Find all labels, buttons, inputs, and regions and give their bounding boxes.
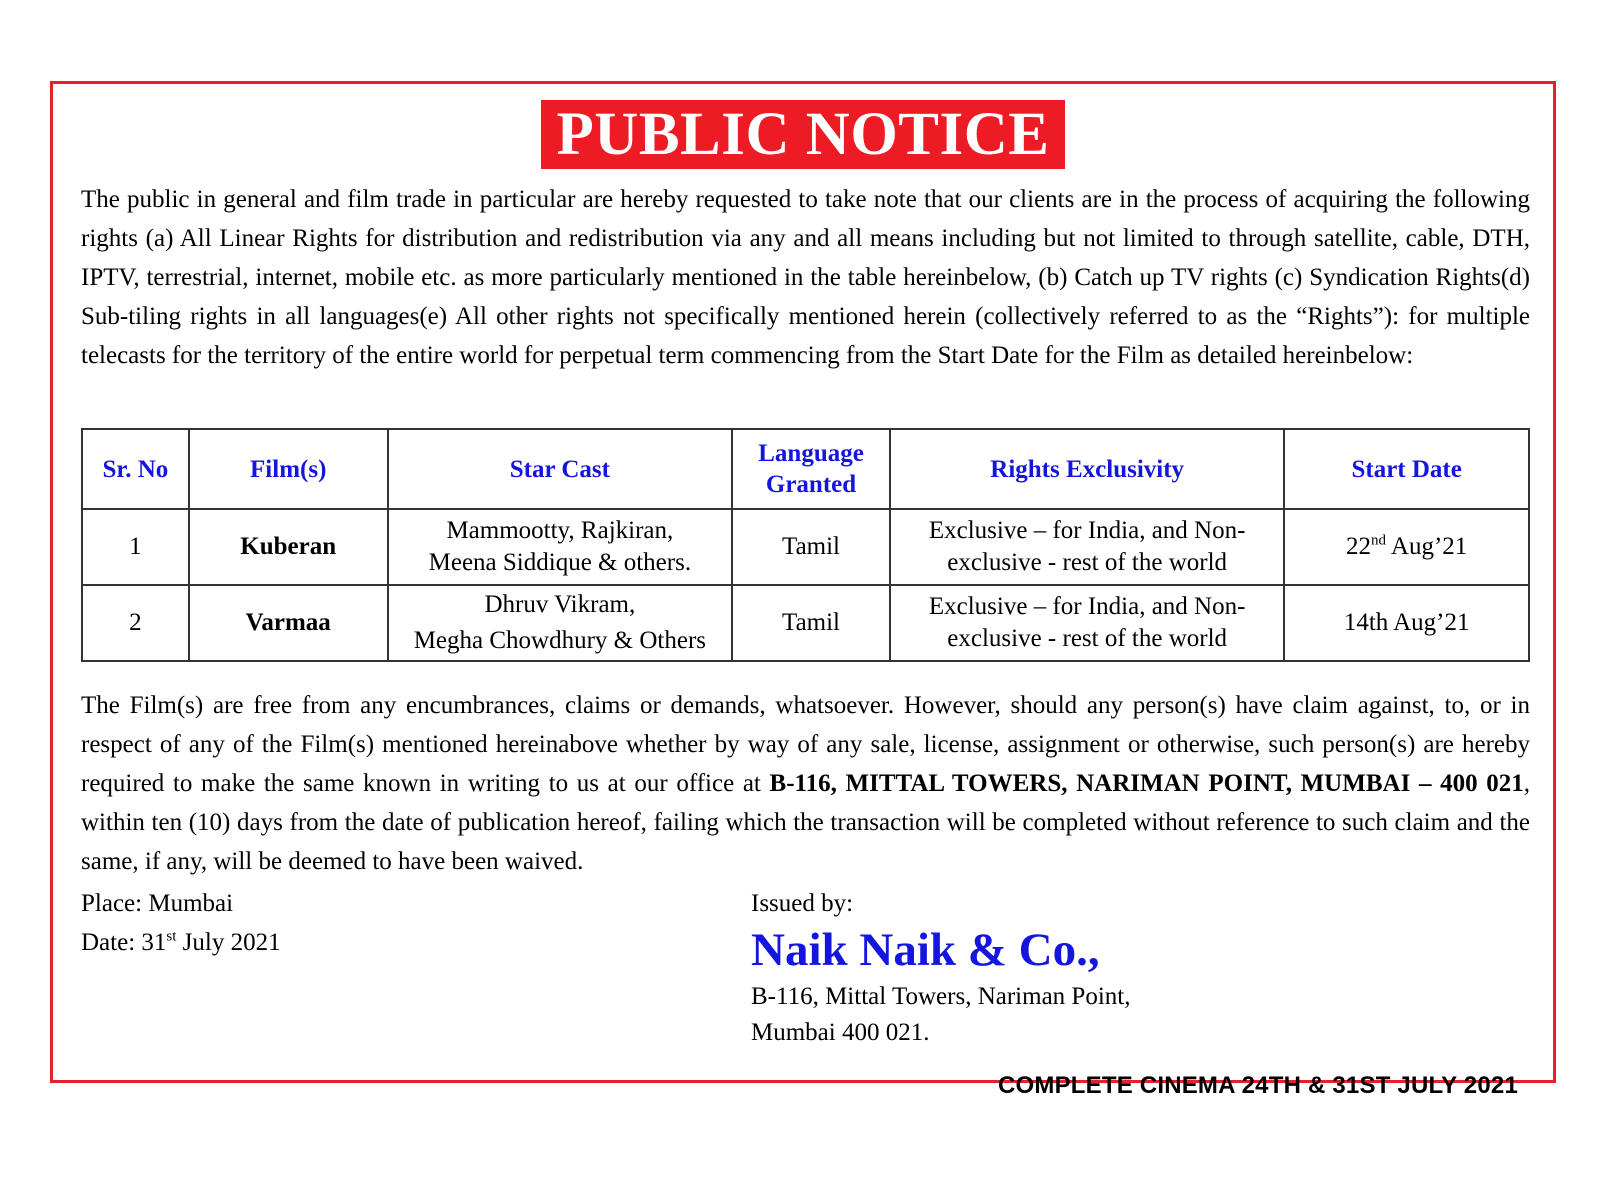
cast-line2: Meena Siddique & others. (428, 549, 692, 576)
claims-text-part2: , within ten (10) days from the date of publication hereof, failing which the transaction will be completed without reference to such claim and the same, if any, will be deemed to have been waived. (81, 770, 1530, 875)
date-day: 31 (141, 929, 167, 956)
cell-star-cast (388, 509, 732, 585)
date-day: 22 (1346, 533, 1372, 560)
excl-line2: exclusive - rest of the world (947, 549, 1228, 576)
header-exclusivity: Rights Exclusivity (890, 429, 1284, 509)
table-row (82, 509, 1529, 585)
cell-sr-no: 2 (82, 585, 189, 661)
issued-by-label: Issued by: (751, 890, 854, 917)
publication-footer: COMPLETE CINEMA 24TH & 31ST JULY 2021 (997, 1072, 1518, 1099)
claims-paragraph (81, 686, 1530, 881)
cell-exclusivity (890, 585, 1284, 661)
date-label: Date: (81, 929, 142, 956)
firm-address (751, 979, 1130, 1051)
firm-address-line2: Mumbai 400 021. (751, 1019, 930, 1046)
excl-line2: exclusive - rest of the world (947, 625, 1228, 652)
header-star-cast: Star Cast (388, 429, 732, 509)
date-line (81, 923, 281, 962)
cell-film: Varmaa (189, 585, 388, 661)
excl-line1: Exclusive – for India, and Non- (928, 517, 1246, 544)
office-address-bold: B-116, MITTAL TOWERS, NARIMAN POINT, MUMBAI – 400 021 (769, 770, 1524, 797)
header-language-line1: Language (758, 440, 864, 467)
cell-language: Tamil (732, 509, 890, 585)
header-start-date: Start Date (1284, 429, 1529, 509)
cell-exclusivity (890, 509, 1284, 585)
place-date-block (81, 884, 281, 962)
cell-start-date (1284, 509, 1529, 585)
rights-table (81, 428, 1530, 662)
claims-text-part1: The Film(s) are free from any encumbrances, claims or demands, whatsoever. However, should any person(s) have claim against, to, or in respect of any of the Film(s) mentioned hereinabove whether by way of any sale, license, assignment or otherwise, such person(s) are hereby required to make the same known in writing to us at our office at (81, 692, 1530, 797)
header-films: Film(s) (189, 429, 388, 509)
firm-address-line1: B-116, Mittal Towers, Nariman Point, (751, 983, 1131, 1010)
title-wrap (53, 100, 1553, 169)
issued-by-block (751, 884, 1130, 1051)
excl-line1: Exclusive – for India, and Non- (928, 593, 1246, 620)
header-sr-no: Sr. No (82, 429, 189, 509)
cell-start-date: 14th Aug’21 (1284, 585, 1529, 661)
cell-star-cast (388, 585, 732, 661)
cast-line2: Megha Chowdhury & Others (413, 627, 707, 654)
intro-paragraph: The public in general and film trade in particular are hereby requested to take note that our clients are in the process of acquiring the following rights (a) All Linear Rights for distribution and redistribution via any and all means including but not limited to through satellite, cable, DTH, IPTV, terrestrial, internet, mobile etc. as more particularly mentioned in the table hereinbelow, (b) Catch up TV rights (c) Syndication Rights(d) Sub-tiling rights in all languages(e) All other rights not specifically mentioned herein (collectively referred to as the “Rights”): for multiple telecasts for the territory of the entire world for perpetual term commencing from the Start Date for the Film as detailed hereinbelow: (81, 186, 1530, 369)
notice-frame (50, 81, 1556, 1083)
table-header-row (82, 429, 1529, 509)
date-suffix: st (166, 928, 177, 945)
date-suffix: nd (1371, 532, 1387, 549)
place-line: Place: Mumbai (81, 890, 234, 917)
header-language (732, 429, 890, 509)
date-rest: July 2021 (176, 929, 281, 956)
table-row (82, 585, 1529, 661)
firm-name: Naik Naik & Co., (751, 924, 1100, 976)
header-language-line2: Granted (765, 471, 857, 498)
cell-language: Tamil (732, 585, 890, 661)
notice-title: PUBLIC NOTICE (541, 100, 1066, 169)
cell-sr-no: 1 (82, 509, 189, 585)
date-rest: Aug’21 (1386, 533, 1468, 560)
cast-line1: Mammootty, Rajkiran, (446, 517, 674, 544)
cast-line1: Dhruv Vikram, (484, 591, 636, 618)
cell-film: Kuberan (189, 509, 388, 585)
